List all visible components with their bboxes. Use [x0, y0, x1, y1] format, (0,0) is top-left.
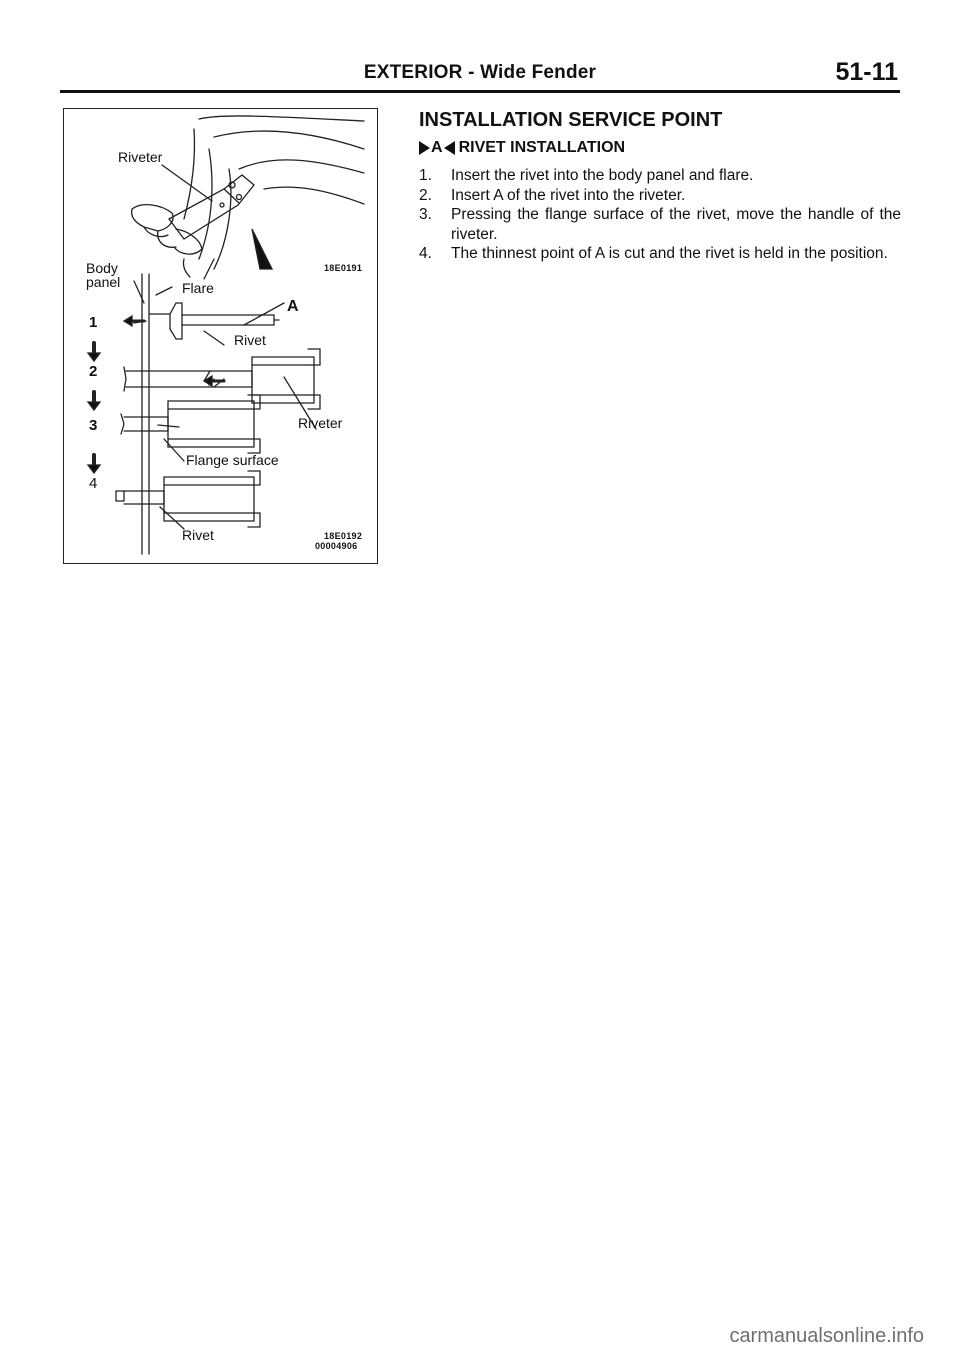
step-number-1: 1: [89, 314, 98, 331]
watermark: carmanualsonline.info: [729, 1325, 924, 1347]
list-item: [419, 205, 901, 244]
step-text: Insert A of the rivet into the riveter.: [451, 186, 686, 204]
rivet-illustration-drawing: [64, 109, 379, 565]
label-rivet-bottom: Rivet: [182, 527, 214, 543]
step-number-2: 2: [89, 363, 98, 380]
step-text: Insert the rivet into the body panel and flare.: [451, 167, 754, 184]
step-number-3: 3: [89, 417, 98, 434]
service-point-marker: A: [431, 139, 443, 156]
figure-code-bottom-2: 00004906: [315, 541, 358, 551]
list-item: [419, 244, 901, 264]
figure-code-top: 18E0191: [324, 263, 363, 273]
header-rule: [60, 90, 900, 93]
list-item: [419, 166, 901, 186]
marker-left-triangle-icon: [444, 141, 455, 155]
step-num: 2.: [419, 186, 432, 204]
step-num: 4.: [419, 245, 432, 262]
label-flare: Flare: [182, 280, 214, 296]
service-point-title: RIVET INSTALLATION: [458, 139, 626, 156]
figure-code-bottom-1: 18E0192: [324, 531, 363, 541]
step-text: The thinnest point of A is cut and the rivet is held in the position.: [451, 245, 888, 262]
label-flange-surface: Flange surface: [186, 452, 279, 468]
marker-right-triangle-icon: [419, 141, 430, 155]
installation-steps: [419, 166, 901, 264]
label-rivet-top: Rivet: [234, 332, 266, 348]
label-riveter-mid: Riveter: [298, 415, 343, 431]
page-number: 51-11: [835, 58, 898, 86]
service-point-heading: [419, 139, 625, 157]
section-title: INSTALLATION SERVICE POINT: [419, 109, 723, 131]
page-header-title: EXTERIOR - Wide Fender: [363, 62, 597, 83]
step-number-4: 4: [89, 475, 98, 492]
label-a: A: [287, 298, 299, 315]
label-body-panel-line2: panel: [86, 274, 121, 290]
rivet-illustration: [63, 108, 378, 564]
list-item: [419, 186, 901, 206]
step-num: 1.: [419, 167, 432, 184]
step-num: 3.: [419, 206, 432, 223]
label-body-panel-line1: Body: [86, 260, 118, 276]
label-riveter-top: Riveter: [118, 149, 163, 165]
step-text: Pressing the flange surface of the rivet, move the handle of the riveter.: [451, 206, 901, 243]
